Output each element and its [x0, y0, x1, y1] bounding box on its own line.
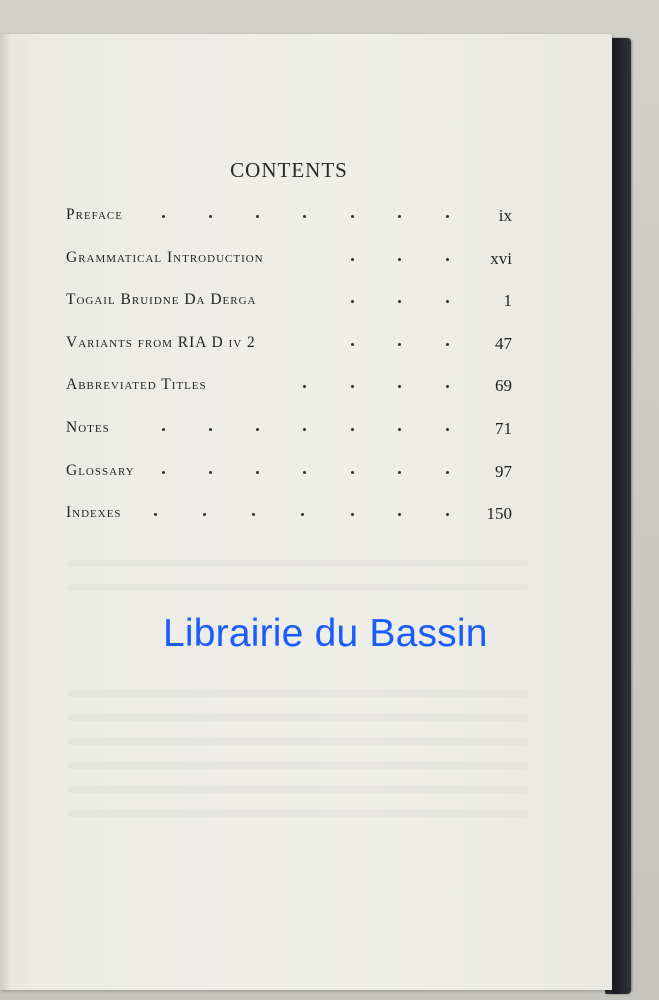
leader-dot	[351, 343, 354, 346]
show-through-text	[68, 690, 528, 697]
toc-entry-label: Indexes	[66, 504, 122, 522]
leader-dot	[303, 385, 306, 388]
leader-dot	[446, 258, 449, 261]
toc-entry-togail-bruidne-da-derga	[66, 285, 512, 328]
toc-entry-label: Preface	[66, 206, 123, 223]
leader-dot	[398, 513, 401, 516]
toc-entry-grammatical-introduction	[66, 243, 512, 286]
leader-dot	[256, 215, 259, 218]
leader-dot	[351, 513, 354, 516]
toc-entry-abbreviated-titles	[66, 370, 512, 413]
leader-dot	[303, 428, 306, 431]
show-through-text	[68, 714, 528, 721]
toc-entry-glossary	[66, 456, 512, 499]
show-through-text	[68, 560, 528, 567]
leader-dot	[209, 428, 212, 431]
leader-dot	[446, 300, 449, 303]
toc-entry-page: 69	[495, 376, 512, 396]
leader-dot	[398, 471, 401, 474]
leader-dot	[162, 215, 165, 218]
toc-entry-label: Notes	[66, 418, 110, 436]
leader-dot	[351, 300, 354, 303]
leader-dot	[398, 215, 401, 218]
leader-dot	[351, 471, 354, 474]
leader-dot	[446, 428, 449, 431]
show-through-text	[68, 810, 528, 817]
leader-dot	[398, 385, 401, 388]
leader-dot	[351, 385, 354, 388]
leader-dot	[256, 471, 259, 474]
toc-entry-page: 71	[495, 418, 512, 438]
toc-entry-label: Abbreviated Titles	[66, 376, 207, 394]
toc-entry-variants	[66, 328, 512, 371]
leader-dot	[203, 513, 206, 516]
leader-dot	[351, 428, 354, 431]
toc-entry-notes	[66, 413, 512, 456]
leader-dot	[446, 513, 449, 516]
leader-dot	[398, 428, 401, 431]
table-of-contents	[66, 200, 512, 541]
leader-dot	[162, 471, 165, 474]
leader-dot	[154, 513, 157, 516]
show-through-text	[68, 738, 528, 745]
show-through-text	[68, 762, 528, 769]
leader-dot	[351, 258, 354, 261]
toc-entry-page: 150	[486, 504, 512, 524]
toc-entry-label: Grammatical Introduction	[66, 248, 264, 266]
leader-dot	[209, 215, 212, 218]
leader-dot	[303, 471, 306, 474]
toc-entry-page: 1	[503, 291, 512, 311]
leader-dot	[446, 343, 449, 346]
leader-dot	[398, 300, 401, 303]
toc-entry-page: ix	[498, 206, 512, 225]
show-through-text	[68, 584, 528, 591]
leader-dot	[252, 513, 255, 516]
toc-entry-page: xvi	[490, 248, 512, 268]
toc-entry-label: Togail Bruidne Da Derga	[66, 291, 257, 309]
leader-dot	[301, 513, 304, 516]
leader-dot	[446, 471, 449, 474]
toc-entry-page: 47	[495, 333, 512, 353]
toc-entry-label: Variants from RIA D iv 2	[66, 333, 256, 351]
toc-entry-page: 97	[495, 461, 512, 481]
leader-dot	[162, 428, 165, 431]
toc-entry-preface	[66, 200, 512, 243]
leader-dot	[398, 343, 401, 346]
toc-entry-label: Glossary	[66, 461, 135, 479]
toc-entry-indexes	[66, 498, 512, 541]
leader-dot	[256, 428, 259, 431]
leader-dot	[351, 215, 354, 218]
bookseller-watermark: Librairie du Bassin	[163, 612, 488, 655]
leader-dot	[303, 215, 306, 218]
leader-dot	[446, 215, 449, 218]
leader-dot	[209, 471, 212, 474]
show-through-text	[68, 786, 528, 793]
leader-dot	[398, 258, 401, 261]
leader-dot	[446, 385, 449, 388]
contents-heading: CONTENTS	[230, 158, 348, 182]
